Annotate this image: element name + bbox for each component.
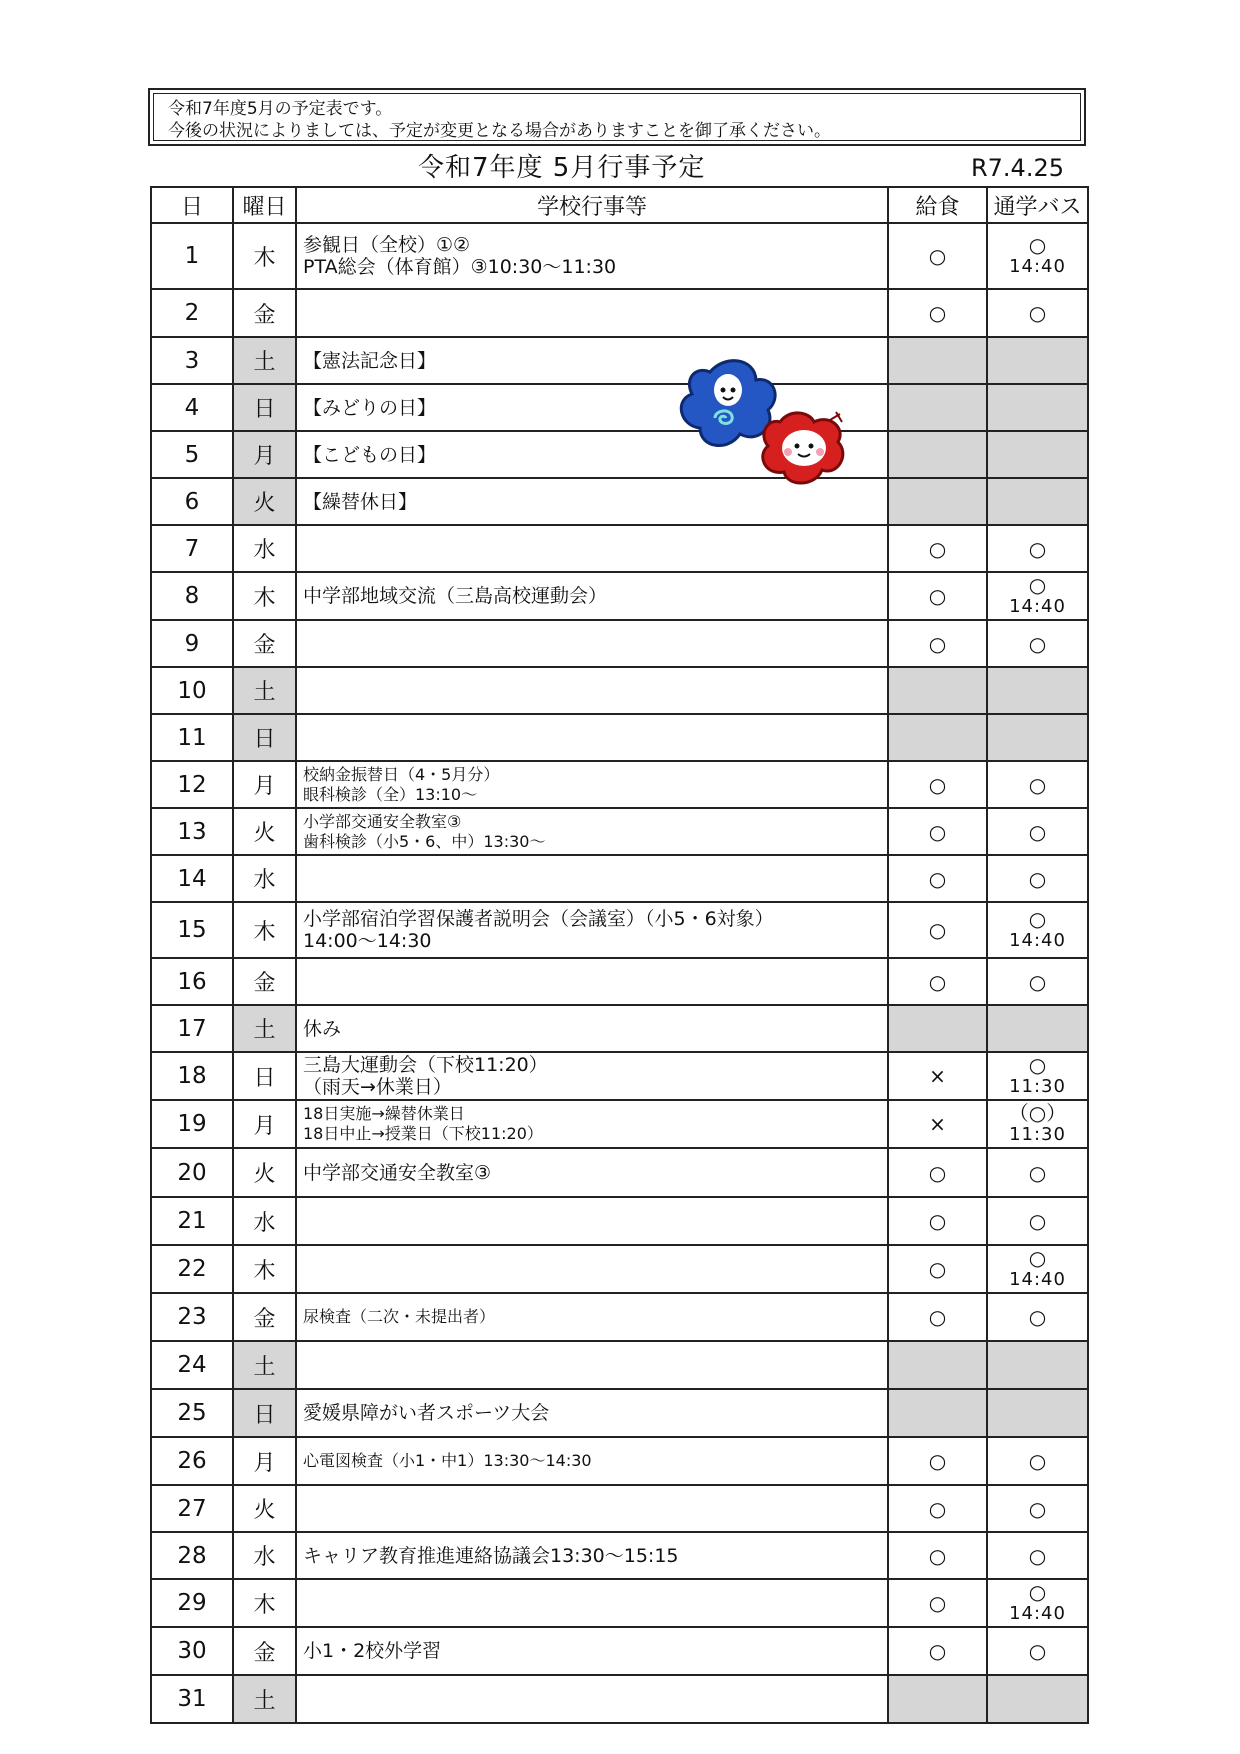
table-row bbox=[151, 289, 1088, 337]
event-line: 三島大運動会（下校11:20） bbox=[303, 1054, 548, 1076]
weekday-cell: 月 bbox=[233, 431, 296, 478]
weekday-cell: 木 bbox=[233, 1245, 296, 1293]
bus-cell bbox=[987, 384, 1088, 431]
event-cell bbox=[296, 289, 888, 337]
table-row bbox=[151, 1389, 1088, 1437]
event-cell bbox=[296, 1148, 888, 1197]
lunch-cell bbox=[888, 1245, 987, 1293]
lunch-mark: × bbox=[929, 1112, 946, 1136]
event-line: 校納金振替日（4・5月分） bbox=[303, 764, 500, 784]
bus-time: 14:40 bbox=[1009, 596, 1066, 617]
bus-cell bbox=[987, 1579, 1088, 1627]
weekday-cell: 木 bbox=[233, 1579, 296, 1627]
day-cell: 29 bbox=[151, 1579, 233, 1627]
day-cell: 31 bbox=[151, 1675, 233, 1723]
bus-cell bbox=[987, 667, 1088, 714]
table-row bbox=[151, 855, 1088, 902]
bus-cell bbox=[987, 808, 1088, 855]
table-row bbox=[151, 1293, 1088, 1341]
day-cell: 20 bbox=[151, 1148, 233, 1197]
notice-line-2: 今後の状況によりましては、予定が変更となる場合がありますことを御了承ください。 bbox=[168, 121, 831, 141]
lunch-mark: ○ bbox=[928, 1257, 947, 1281]
lunch-cell bbox=[888, 1148, 987, 1197]
table-row bbox=[151, 431, 1088, 478]
day-cell: 8 bbox=[151, 572, 233, 620]
table-row bbox=[151, 1485, 1088, 1532]
table-row bbox=[151, 761, 1088, 808]
lunch-mark: × bbox=[929, 1064, 946, 1088]
weekday-cell: 土 bbox=[233, 337, 296, 384]
lunch-cell bbox=[888, 223, 987, 289]
day-cell: 18 bbox=[151, 1052, 233, 1100]
bus-cell bbox=[987, 1005, 1088, 1052]
weekday-cell: 金 bbox=[233, 1293, 296, 1341]
weekday-cell: 日 bbox=[233, 384, 296, 431]
bus-cell bbox=[987, 1627, 1088, 1675]
event-line: PTA総会（体育館）③10:30～11:30 bbox=[303, 256, 617, 278]
weekday-cell: 火 bbox=[233, 1148, 296, 1197]
table-row bbox=[151, 525, 1088, 572]
event-line: 中学部交通安全教室③ bbox=[303, 1161, 492, 1184]
bus-cell bbox=[987, 525, 1088, 572]
bus-mark: ○ bbox=[1028, 819, 1047, 844]
event-cell bbox=[296, 1052, 888, 1100]
table-row bbox=[151, 714, 1088, 761]
event-line: 愛媛県障がい者スポーツ大会 bbox=[303, 1402, 550, 1424]
weekday-cell: 土 bbox=[233, 1341, 296, 1389]
day-cell: 16 bbox=[151, 958, 233, 1005]
event-line: 小学部宿泊学習保護者説明会（会議室）（小5・6対象） bbox=[303, 908, 774, 930]
lunch-cell bbox=[888, 1052, 987, 1100]
lunch-cell bbox=[888, 1197, 987, 1245]
lunch-cell bbox=[888, 667, 987, 714]
bus-mark: ○ bbox=[1028, 1449, 1047, 1473]
event-cell bbox=[296, 1341, 888, 1389]
event-line: 【みどりの日】 bbox=[303, 396, 437, 419]
table-row bbox=[151, 1005, 1088, 1052]
day-cell: 11 bbox=[151, 714, 233, 761]
bus-time: 11:30 bbox=[1009, 1076, 1066, 1097]
blue-mascot bbox=[681, 361, 775, 446]
bus-mark: ○ bbox=[1028, 1543, 1047, 1568]
table-row bbox=[151, 1148, 1088, 1197]
event-cell bbox=[296, 714, 888, 761]
weekday-cell: 月 bbox=[233, 1100, 296, 1148]
day-cell: 27 bbox=[151, 1485, 233, 1532]
lunch-cell bbox=[888, 1532, 987, 1579]
day-cell: 30 bbox=[151, 1627, 233, 1675]
lunch-mark: ○ bbox=[928, 918, 947, 942]
bus-time: 14:40 bbox=[1009, 1269, 1066, 1290]
event-line: 心電図検査（小1・中1）13:30～14:30 bbox=[303, 1451, 592, 1470]
bus-cell bbox=[987, 1245, 1088, 1293]
weekday-cell: 水 bbox=[233, 1532, 296, 1579]
bus-mark: （○） bbox=[1008, 1101, 1067, 1125]
day-cell: 10 bbox=[151, 667, 233, 714]
event-cell bbox=[296, 1532, 888, 1579]
event-cell bbox=[296, 808, 888, 855]
table-row bbox=[151, 1579, 1088, 1627]
table-row bbox=[151, 958, 1088, 1005]
bus-cell bbox=[987, 958, 1088, 1005]
weekday-cell: 水 bbox=[233, 855, 296, 902]
table-row bbox=[151, 667, 1088, 714]
bus-cell bbox=[987, 337, 1088, 384]
weekday-cell: 木 bbox=[233, 902, 296, 958]
table-row bbox=[151, 478, 1088, 525]
table-row bbox=[151, 337, 1088, 384]
title-row bbox=[148, 150, 1086, 186]
lunch-mark: ○ bbox=[928, 772, 947, 797]
lunch-cell bbox=[888, 958, 987, 1005]
event-cell bbox=[296, 855, 888, 902]
event-cell bbox=[296, 667, 888, 714]
weekday-cell: 土 bbox=[233, 667, 296, 714]
event-cell bbox=[296, 1675, 888, 1723]
bus-cell bbox=[987, 289, 1088, 337]
bus-mark: ○ bbox=[1028, 772, 1047, 797]
event-cell bbox=[296, 572, 888, 620]
lunch-cell bbox=[888, 572, 987, 620]
bus-time: 11:30 bbox=[1009, 1124, 1066, 1145]
event-line: 尿検査（二次・未提出者） bbox=[303, 1307, 496, 1326]
bus-cell bbox=[987, 1052, 1088, 1100]
bus-cell bbox=[987, 1389, 1088, 1437]
red-mascot bbox=[763, 412, 843, 483]
lunch-mark: ○ bbox=[928, 584, 947, 608]
weekday-cell: 火 bbox=[233, 1485, 296, 1532]
weekday-cell: 金 bbox=[233, 958, 296, 1005]
bus-mark: ○ bbox=[1028, 301, 1047, 325]
table-row bbox=[151, 1100, 1088, 1148]
event-line: 中学部地域交流（三島高校運動会） bbox=[303, 585, 608, 607]
bus-mark: ○ bbox=[1028, 866, 1047, 891]
lunch-cell bbox=[888, 1100, 987, 1148]
table-row bbox=[151, 1052, 1088, 1100]
lunch-cell bbox=[888, 384, 987, 431]
day-cell: 12 bbox=[151, 761, 233, 808]
event-cell bbox=[296, 1389, 888, 1437]
lunch-cell bbox=[888, 1437, 987, 1485]
lunch-mark: ○ bbox=[928, 301, 947, 325]
bus-mark: ○ bbox=[1028, 536, 1047, 561]
event-line: 小学部交通安全教室③ bbox=[303, 811, 462, 831]
table-row bbox=[151, 223, 1088, 289]
event-cell bbox=[296, 1579, 888, 1627]
table-row bbox=[151, 1675, 1088, 1723]
bus-mark: ○ bbox=[1028, 1160, 1047, 1185]
table-row bbox=[151, 1627, 1088, 1675]
day-cell: 28 bbox=[151, 1532, 233, 1579]
lunch-mark: ○ bbox=[928, 536, 947, 561]
weekday-cell: 木 bbox=[233, 223, 296, 289]
header-day: 日 bbox=[151, 187, 233, 223]
event-cell bbox=[296, 525, 888, 572]
bus-time: 14:40 bbox=[1009, 1603, 1066, 1624]
event-line: 【こどもの日】 bbox=[303, 443, 437, 466]
bus-cell bbox=[987, 1197, 1088, 1245]
bus-cell bbox=[987, 223, 1088, 289]
page-title: 令和7年度 5月行事予定 bbox=[418, 153, 706, 183]
event-cell bbox=[296, 1627, 888, 1675]
day-cell: 3 bbox=[151, 337, 233, 384]
lunch-mark: ○ bbox=[928, 1591, 947, 1615]
lunch-cell bbox=[888, 1627, 987, 1675]
day-cell: 14 bbox=[151, 855, 233, 902]
lunch-cell bbox=[888, 337, 987, 384]
bus-cell bbox=[987, 1675, 1088, 1723]
bus-cell bbox=[987, 1293, 1088, 1341]
lunch-cell bbox=[888, 1341, 987, 1389]
bus-cell bbox=[987, 1485, 1088, 1532]
lunch-cell bbox=[888, 714, 987, 761]
day-cell: 17 bbox=[151, 1005, 233, 1052]
event-cell bbox=[296, 1245, 888, 1293]
lunch-cell bbox=[888, 478, 987, 525]
weekday-cell: 水 bbox=[233, 525, 296, 572]
lunch-mark: ○ bbox=[928, 1496, 947, 1521]
day-cell: 6 bbox=[151, 478, 233, 525]
day-cell: 24 bbox=[151, 1341, 233, 1389]
table-row bbox=[151, 902, 1088, 958]
weekday-cell: 金 bbox=[233, 289, 296, 337]
day-cell: 23 bbox=[151, 1293, 233, 1341]
lunch-mark: ○ bbox=[928, 1209, 947, 1233]
weekday-cell: 日 bbox=[233, 1389, 296, 1437]
weekday-cell: 金 bbox=[233, 1627, 296, 1675]
weekday-cell: 土 bbox=[233, 1005, 296, 1052]
event-cell bbox=[296, 1293, 888, 1341]
header-row bbox=[151, 187, 1088, 223]
lunch-cell bbox=[888, 431, 987, 478]
day-cell: 26 bbox=[151, 1437, 233, 1485]
bus-mark: ○ bbox=[1028, 1209, 1047, 1233]
event-line: （雨天→休業日） bbox=[303, 1076, 452, 1098]
schedule-table bbox=[150, 186, 1089, 1724]
bus-cell bbox=[987, 431, 1088, 478]
lunch-cell bbox=[888, 1293, 987, 1341]
lunch-mark: ○ bbox=[928, 244, 947, 268]
bus-mark: ○ bbox=[1028, 631, 1047, 656]
event-line: キャリア教育推進連絡協議会13:30～15:15 bbox=[303, 1544, 679, 1567]
lunch-cell bbox=[888, 525, 987, 572]
lunch-cell bbox=[888, 289, 987, 337]
event-cell bbox=[296, 1437, 888, 1485]
event-line: 【繰替休日】 bbox=[303, 490, 418, 513]
event-line: 18日実施→繰替休業日 bbox=[303, 1104, 465, 1123]
bus-mark: ○ bbox=[1028, 573, 1047, 597]
notice-inner bbox=[153, 93, 1081, 141]
issue-date: R7.4.25 bbox=[970, 154, 1064, 182]
lunch-cell bbox=[888, 1579, 987, 1627]
bus-mark: ○ bbox=[1028, 907, 1047, 931]
table-row bbox=[151, 572, 1088, 620]
event-line: 18日中止→授業日（下校11:20） bbox=[303, 1124, 543, 1143]
weekday-cell: 火 bbox=[233, 478, 296, 525]
lunch-mark: ○ bbox=[928, 1305, 947, 1329]
bus-mark: ○ bbox=[1028, 1053, 1047, 1077]
lunch-mark: ○ bbox=[928, 1160, 947, 1185]
mascot-illustration bbox=[670, 352, 870, 502]
table-row bbox=[151, 384, 1088, 431]
bus-mark: ○ bbox=[1028, 1246, 1047, 1270]
weekday-cell: 月 bbox=[233, 1437, 296, 1485]
event-cell bbox=[296, 223, 888, 289]
weekday-cell: 金 bbox=[233, 620, 296, 667]
event-line: 14:00～14:30 bbox=[303, 930, 432, 952]
weekday-cell: 日 bbox=[233, 714, 296, 761]
lunch-mark: ○ bbox=[928, 866, 947, 891]
event-line: 【憲法記念日】 bbox=[303, 349, 437, 372]
bus-cell bbox=[987, 761, 1088, 808]
lunch-cell bbox=[888, 761, 987, 808]
event-cell bbox=[296, 620, 888, 667]
day-cell: 19 bbox=[151, 1100, 233, 1148]
bus-cell bbox=[987, 620, 1088, 667]
bus-cell bbox=[987, 714, 1088, 761]
lunch-cell bbox=[888, 1485, 987, 1532]
day-cell: 4 bbox=[151, 384, 233, 431]
day-cell: 15 bbox=[151, 902, 233, 958]
bus-mark: ○ bbox=[1028, 233, 1047, 257]
event-cell bbox=[296, 902, 888, 958]
weekday-cell: 水 bbox=[233, 1197, 296, 1245]
weekday-cell: 木 bbox=[233, 572, 296, 620]
day-cell: 7 bbox=[151, 525, 233, 572]
day-cell: 1 bbox=[151, 223, 233, 289]
header-bus: 通学バス bbox=[987, 187, 1088, 223]
day-cell: 25 bbox=[151, 1389, 233, 1437]
lunch-mark: ○ bbox=[928, 1449, 947, 1473]
day-cell: 21 bbox=[151, 1197, 233, 1245]
event-line: 休み bbox=[303, 1017, 342, 1040]
event-cell bbox=[296, 1005, 888, 1052]
table-row bbox=[151, 1341, 1088, 1389]
bus-mark: ○ bbox=[1028, 1496, 1047, 1521]
event-cell bbox=[296, 1100, 888, 1148]
notice-box bbox=[148, 88, 1086, 146]
bus-cell bbox=[987, 1100, 1088, 1148]
lunch-mark: ○ bbox=[928, 819, 947, 844]
bus-time: 14:40 bbox=[1009, 930, 1066, 951]
event-line: 参観日（全校）①② bbox=[303, 234, 471, 256]
day-cell: 13 bbox=[151, 808, 233, 855]
bus-cell bbox=[987, 1341, 1088, 1389]
event-line: 小1・2校外学習 bbox=[303, 1640, 442, 1662]
table-row bbox=[151, 1245, 1088, 1293]
event-line: 眼科検診（全）13:10～ bbox=[303, 784, 478, 804]
lunch-cell bbox=[888, 808, 987, 855]
bus-cell bbox=[987, 1148, 1088, 1197]
table-row bbox=[151, 620, 1088, 667]
header-lunch: 給食 bbox=[888, 187, 987, 223]
notice-line-1: 令和7年度5月の予定表です。 bbox=[168, 99, 393, 119]
bus-mark: ○ bbox=[1028, 1305, 1047, 1329]
bus-cell bbox=[987, 478, 1088, 525]
event-line: 歯科検診（小5・6、中）13:30～ bbox=[303, 831, 546, 851]
table-row bbox=[151, 1437, 1088, 1485]
bus-mark: ○ bbox=[1028, 1580, 1047, 1604]
bus-cell bbox=[987, 572, 1088, 620]
bus-cell bbox=[987, 902, 1088, 958]
lunch-mark: ○ bbox=[928, 1639, 947, 1663]
bus-cell bbox=[987, 1437, 1088, 1485]
weekday-cell: 月 bbox=[233, 761, 296, 808]
bus-time: 14:40 bbox=[1009, 256, 1066, 277]
bus-mark: ○ bbox=[1028, 1639, 1047, 1663]
weekday-cell: 火 bbox=[233, 808, 296, 855]
lunch-cell bbox=[888, 1389, 987, 1437]
day-cell: 5 bbox=[151, 431, 233, 478]
lunch-cell bbox=[888, 855, 987, 902]
weekday-cell: 日 bbox=[233, 1052, 296, 1100]
event-cell bbox=[296, 958, 888, 1005]
bus-cell bbox=[987, 1532, 1088, 1579]
table-row bbox=[151, 1197, 1088, 1245]
event-cell bbox=[296, 761, 888, 808]
lunch-mark: ○ bbox=[928, 631, 947, 656]
bus-mark: ○ bbox=[1028, 969, 1047, 994]
lunch-mark: ○ bbox=[928, 1543, 947, 1568]
event-cell bbox=[296, 1485, 888, 1532]
day-cell: 22 bbox=[151, 1245, 233, 1293]
table-row bbox=[151, 808, 1088, 855]
lunch-cell bbox=[888, 1675, 987, 1723]
lunch-cell bbox=[888, 902, 987, 958]
event-cell bbox=[296, 1197, 888, 1245]
lunch-cell bbox=[888, 1005, 987, 1052]
day-cell: 2 bbox=[151, 289, 233, 337]
lunch-mark: ○ bbox=[928, 969, 947, 994]
table-row bbox=[151, 1532, 1088, 1579]
lunch-cell bbox=[888, 620, 987, 667]
bus-cell bbox=[987, 855, 1088, 902]
weekday-cell: 土 bbox=[233, 1675, 296, 1723]
day-cell: 9 bbox=[151, 620, 233, 667]
header-events: 学校行事等 bbox=[296, 187, 888, 223]
header-weekday: 曜日 bbox=[233, 187, 296, 223]
